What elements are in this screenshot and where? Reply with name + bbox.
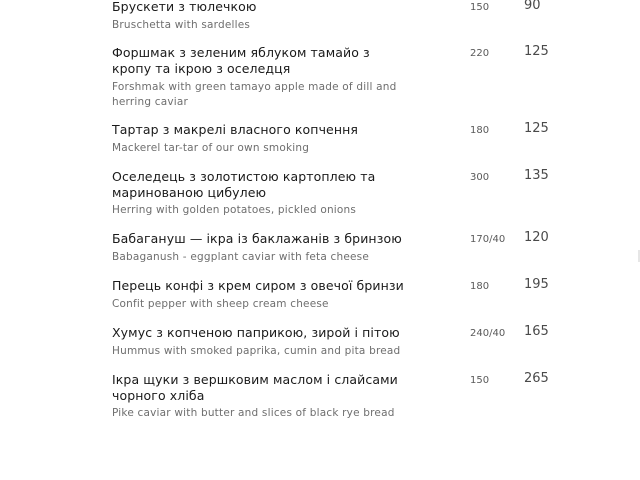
dish-translation: Mackerel tar-tar of our own smoking xyxy=(112,142,310,154)
dish-weight: 240/40 xyxy=(470,328,506,339)
dish-translation: Hummus with smoked paprika, cumin and pita bread xyxy=(112,345,401,357)
dish-weight: 180 xyxy=(470,281,490,292)
dish-name: Форшмак з зеленим яблуком тамайо з кропу та ікрою з оселедця xyxy=(112,45,370,76)
dish-weight: 150 xyxy=(470,2,490,13)
dish-price: 165 xyxy=(524,324,549,339)
dish-weight: 180 xyxy=(470,125,490,136)
dish-price: 265 xyxy=(524,371,549,386)
dish-weight: 300 xyxy=(470,172,490,183)
dish-translation: Pike caviar with butter and slices of black rye bread xyxy=(112,407,395,419)
dish-weight: 150 xyxy=(470,375,490,386)
dish-price: 125 xyxy=(524,121,549,136)
dish-price: 120 xyxy=(524,230,549,245)
dish-name: Тартар з макрелі власного копчення xyxy=(112,122,359,137)
dish-translation: Herring with golden potatoes, pickled onions xyxy=(112,204,357,216)
dish-translation: Babaganush - eggplant caviar with feta cheese xyxy=(112,251,370,263)
dish-price: 90 xyxy=(524,0,541,13)
dish-weight: 220 xyxy=(470,48,490,59)
dish-price: 195 xyxy=(524,277,549,292)
dish-name: Оселедець з золотистою картоплею та маринованою цибулею xyxy=(112,169,376,200)
dish-translation: Bruschetta with sardelles xyxy=(112,19,251,31)
dish-name: Хумус з копченою паприкою, зирой і пітою xyxy=(112,325,400,340)
dish-translation: Forshmak with green tamayo apple made of dill and herring caviar xyxy=(112,81,397,108)
dish-name: Ікра щуки з вершковим маслом і слайсами чорного хліба xyxy=(112,372,398,403)
dish-translation: Confit pepper with sheep cream cheese xyxy=(112,298,329,310)
dish-name: Брускети з тюлечкою xyxy=(112,0,257,14)
dish-price: 125 xyxy=(524,44,549,59)
dish-name: Бабагануш — ікра із баклажанів з бринзою xyxy=(112,231,402,246)
dish-weight: 170/40 xyxy=(470,234,506,245)
dish-price: 135 xyxy=(524,168,549,183)
dish-name: Перець конфі з крем сиром з овечої бринзи xyxy=(112,278,404,293)
